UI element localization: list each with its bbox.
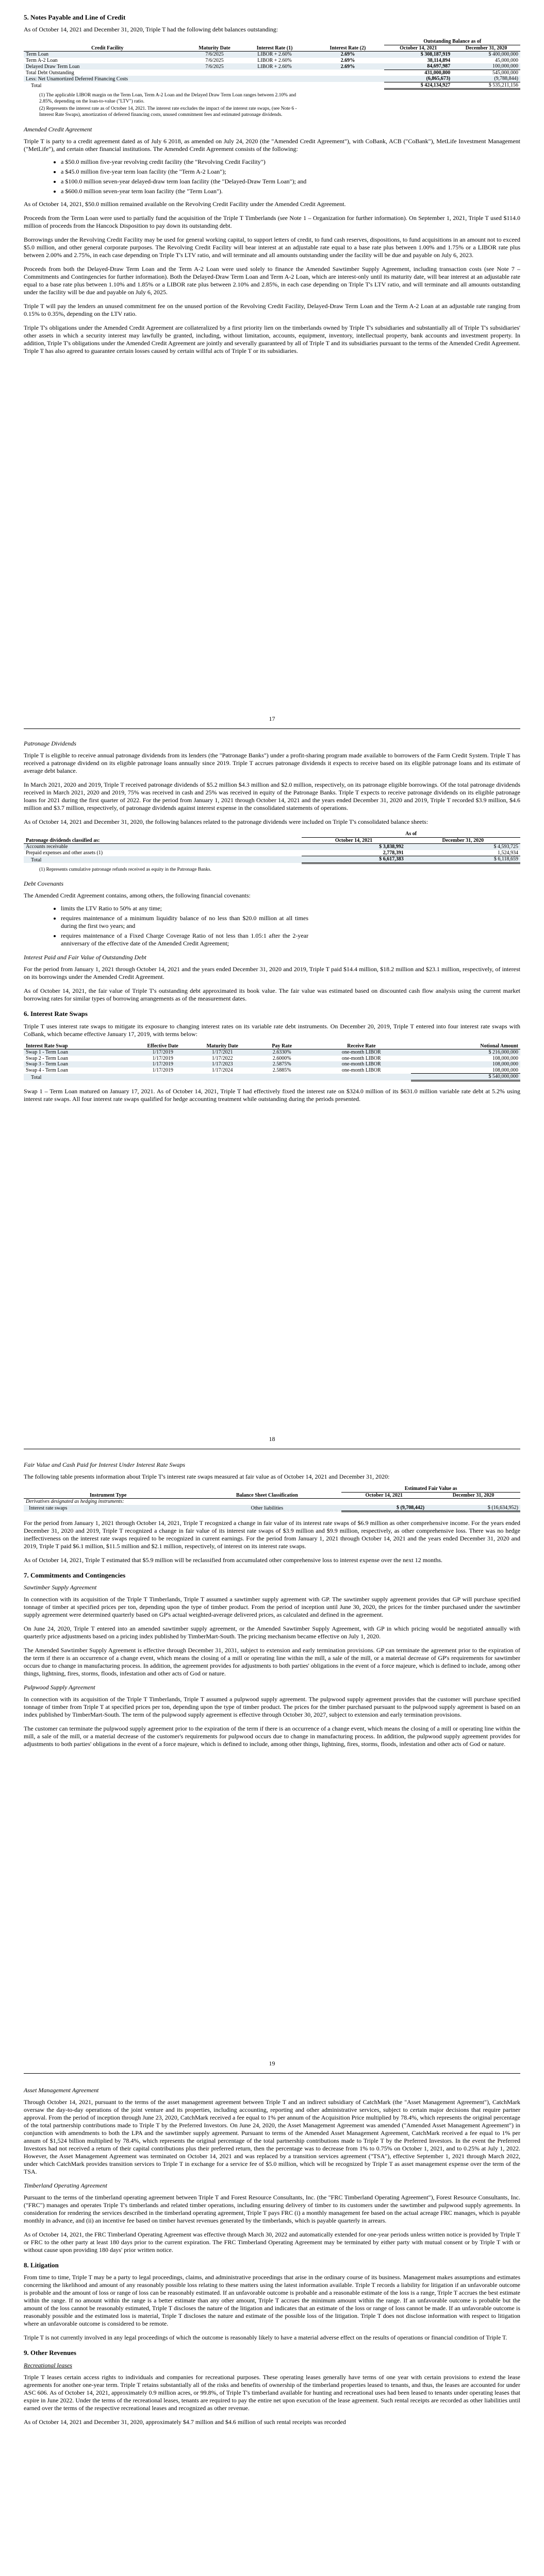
table-header: Credit Facility xyxy=(24,45,191,52)
paragraph: As of October 14, 2021 and December 31, 2020, the following balances related to the patronage dividends were included on Triple T's consolidated balance sheets: xyxy=(24,818,428,825)
asset-management-section xyxy=(24,2087,520,2426)
footnote: (1) The applicable LIBOR margin on the Term Loan, Term A-2 Loan and the Delayed Draw Term Loan ranges between 2.10% and 2.85%, depending on the loan-to-value ("LTV") ratio. xyxy=(39,93,296,105)
paragraph: From time to time, Triple T may be a party to legal proceedings, claims, and administrative proceedings that arise in the ordinary course of its business. Management makes assumptions and estimates concerning the likelihood and amount of any reasonably possible loss relating to these matters using the latest information available. Triple T records a liability for litigation if an unfavorable outcome is probable and the amount of loss or range of loss can be reasonably estimated. If an unfavorable outcome is probable and a reasonable estimate of the loss is a range, Triple T accrues the best estimate within the range. If no amount within the range is a better estimate than any other amount, Triple T accrues the minimum amount within the range. If an unfavorable outcome is probable but the amount of the loss cannot be reasonably estimated, Triple T discloses the nature of the litigation and indicates that an estimate of the loss or range of loss cannot be made. If an unfavorable outcome is reasonably possible and the estimated loss is material, Triple T discloses the nature and estimate of the possible loss of the litigation. Triple T does not disclose information with respect to litigation where an unfavorable outcome is considered to be remote. xyxy=(24,2274,520,2328)
table-header: December 31, 2020 xyxy=(406,837,520,844)
list-item: • a $100.0 million seven-year delayed-draw term loan facility (the "Delayed-Draw Term Loan"); and xyxy=(61,178,520,185)
table-header: October 14, 2021 xyxy=(384,45,452,52)
table-row: Swap 2 - Term Loan 1/17/2019 1/17/2022 2.6000% one-month LIBOR 108,000,000 xyxy=(26,1055,518,1061)
section-heading: 5. Notes Payable and Line of Credit xyxy=(24,13,126,21)
subheading: Amended Credit Agreement xyxy=(24,125,92,133)
table-group-header: Estimated Fair Value as xyxy=(341,1486,520,1492)
table-header: Instrument Type xyxy=(24,1492,192,1499)
table-header: Balance Sheet Classification xyxy=(192,1492,341,1499)
paragraph: Swap 1 – Term Loan matured on January 17, 2021. As of October 14, 2021, Triple T had effectively fixed the interest rate on $324.0 million of its $631.0 million variable rate debt at 5.2% using interest rate swaps. All four interest rate swaps qualified for hedge accounting treatment while outstanding during the periods presented. xyxy=(24,1087,520,1103)
page-divider xyxy=(24,728,520,729)
table-header: Maturity Date xyxy=(191,45,238,52)
table-header: Interest Rate (2) xyxy=(311,45,385,52)
page-number: 17 xyxy=(269,715,275,722)
footnote: (1) Represents cumulative patronage refunds received as equity in the Patronage Banks. xyxy=(39,867,211,872)
table-group-header: As of xyxy=(302,831,520,837)
section-heading: 7. Commitments and Contingencies xyxy=(24,1571,126,1579)
table-header: Maturity Date xyxy=(192,1043,252,1049)
paragraph: In connection with its acquisition of the Triple T Timberlands, Triple T assumed a sawtimber supply agreement with GP. The sawtimber supply agreement provides that GP will purchase specified tonnage of timber at specified prices per ton, depending upon the type of timber product. From the period of inception until June 30, 2020, the prices for the timber purchased under the sawtimber supply agreement were determined quarterly based on GP's actual weighted-average delivered prices, as calculated and defined in the agreement. xyxy=(24,1596,520,1619)
patronage-table xyxy=(24,831,520,864)
paragraph: Triple T is not currently involved in any legal proceedings of which the outcome is reasonably likely to have a material adverse effect on the results of operations or financial condition of Triple T. xyxy=(24,2334,507,2342)
table-group-header: Outstanding Balance as of xyxy=(384,39,520,45)
table-row: Total Debt Outstanding 431,000,800 545,000,000 xyxy=(26,70,518,76)
list-item: • requires maintenance of a Fixed Charge Coverage Ratio of not less than 1.05:1 after the 2-year anniversary of the effective date of the Amended Credit Agreement; xyxy=(61,932,308,947)
paragraph: Triple T is party to a credit agreement dated as of July 6 2018, as amended on July 24, 2020 (the "Amended Credit Agreement"), with CoBank, ACB ("CoBank"), MetLife Investment Management ("MetLife"), and certain other financial institutions. The Amended Credit Agreement consists of the following: xyxy=(24,137,520,152)
paragraph: On June 24, 2020, Triple T entered into an amended sawtimber supply agreement, or the Amended Sawtimber Supply Agreement, with GP in which pricing would be negotiated annually with quarterly price adjustments based on a pricing index published by TimberMart-South. The pricing mechanism became effective on July 1, 2020. xyxy=(24,1625,520,1640)
paragraph: Proceeds from both the Delayed-Draw Term Loan and the Term A-2 Loan were used solely to finance the Amended Sawtimber Supply Agreement, including transaction costs (see Note 7 – Commitments and Contingencies for further information). Both the Delayed-Draw Term Loan and Term A-2 Loan, which are interest-only until its maturity date, will bear interest at an adjustable rate equal to a base rate plus between 1.10% and 1.85% or a LIBOR rate plus between 2.10% and 2.85%, in each case depending on Triple T's LTV ratio, and will terminate and all amounts outstanding under the facility will be due and payable on July 6, 2025. xyxy=(24,265,520,296)
paragraph: As of October 14, 2021, the FRC Timberland Operating Agreement was effective through March 30, 2022 and automatically extended for one-year periods unless written notice is provided by Triple T or FRC to the other party at least 180 days prior to the current expiration. The FRC Timberland Operating Agreement may be terminated by either party with mutual consent or by Triple T with or without cause upon providing 180 days' prior written notice. xyxy=(24,2231,520,2253)
table-header: December 31, 2020 xyxy=(452,45,520,52)
table-header: Interest Rate Swap xyxy=(24,1043,133,1049)
subheading: Sawtimber Supply Agreement xyxy=(24,1584,97,1591)
paragraph: Borrowings under the Revolving Credit Facility may be used for general working capital, to support letters of credit, to fund cash reserves, dispositions, to fund acquisitions in an amount not to exceed $5.0 million, and other general corporate purposes. The Revolving Credit Facility will bear interest at an adjustable rate equal to a base rate plus between 1.00% and 1.75% or a LIBOR rate plus between 2.00% and 2.75%, in each case depending on Triple T's LTV ratio, and will terminate and all amounts outstanding under the facility will be due and payable on July 6, 2023. xyxy=(24,235,520,259)
paragraph: Through October 14, 2021, pursuant to the terms of the asset management agreement between Triple T and an indirect subsidiary of CatchMark (the "Asset Management Agreement"), CatchMark oversaw the day-to-day operations of the joint venture and its properties, including accounting, reporting and other administrative services, subject to certain major decisions that require partner approval. From the period of inception through June 23, 2020, CatchMark received a fee equal to 1% per annum of the Acquisition Price multiplied by 78.4%, which represents the original percentage of the total partnership contributions made to Triple T by the Preferred Investors. On June 24, 2020, the Asset Management Agreement was amended ("Amended Asset Management Agreement") in conjunction with amendments to both the LPA and the sawtimber supply agreement. Pursuant to terms of the Amended Asset Management Agreement, CatchMark received a fee equal to 1% per annum of $1,524 billion multiplied by 78.4%, which represents the original percentage of the total partnership contributions made to Triple T by the Preferred Investors. In the event the Preferred Investors had not received a return of their capital contributions plus their preferred return, then the percentage was to decrease from 1% to 0.75% on October 1, 2021, and to 0.25% at July 1, 2022. However, the Asset Management Agreement was terminated on October 14, 2021 and was replaced by a transition services agreement ("TSA"), effective September 1, 2021 through March 2022, under which CatchMark provides transition services to Triple T in exchange for a service fee of $5.0 million, which will be recognized by Triple T as asset management expense over the term of the TSA. xyxy=(24,2098,520,2175)
table-header: October 14, 2021 xyxy=(302,837,405,844)
paragraph: For the period from January 1, 2021 through October 14, 2021, Triple T recognized a change in fair value of its interest rate swaps of $6.9 million as other comprehensive income. For the years ended December 31, 2020 and 2019, Triple T recognized a change in fair value of its interest rate swaps of $3.9 million and $9.9 million, respectively, as other comprehensive loss. There was no hedge ineffectiveness on the interest rate swaps required to be recognized in current earnings. For the period from January 1, 2021 through October 14, 2021 and the years ended December 31, 2020 and 2019, Triple T paid $6.1 million, $11.5 million and $2.1 million, respectively, of interest on its interest rate swaps. xyxy=(24,1519,520,1550)
bullet-list xyxy=(24,158,520,195)
paragraph: As of October 14, 2021 and December 31, 2020, Triple T had the following debt balances outstanding: xyxy=(24,26,278,33)
table-header: Notional Amount xyxy=(411,1043,520,1049)
table-header: October 14, 2021 xyxy=(341,1492,426,1499)
paragraph: Triple T's obligations under the Amended Credit Agreement are collateralized by a first priority lien on the timberlands owned by Triple T's subsidiaries and substantially all of Triple T's subsidiaries' other assets in which a security interest may lawfully be granted, including, without limitation, accounts, equipment, inventory, intellectual property, bank accounts and investment property. In addition, Triple T's obligations under the Amended Credit Agreement are jointly and severally guaranteed by all of Triple T and its subsidiaries pursuant to the terms of the Amended Credit Agreement. Triple T has also agreed to guarantee certain losses caused by certain willful acts of Triple T or its subsidiaries. xyxy=(24,324,520,354)
section-heading: 9. Other Revenues xyxy=(24,2349,76,2357)
subheading: Asset Management Agreement xyxy=(24,2087,99,2094)
table-header: December 31, 2020 xyxy=(426,1492,520,1499)
page-divider xyxy=(24,2073,520,2074)
paragraph: Pursuant to the terms of the timberland operating agreement between Triple T and Forest Resource Consultants, Inc. (the "FRC Timberland Operating Agreement"), Forest Resource Consultants, Inc. ("FRC") manages and operates Triple T's timberlands and related timber operations, including ensuring delivery of timber to its customers under the sawtimber and pulpwood supply agreements. In consideration for rendering the services described in the timberland operating agreement, Triple T pays FRC (i) a monthly management fee based on the actual acreage FRC manages, which is payable monthly in advance, and (ii) an incentive fee based on timber harvest revenues generated by the timberlands, which is payable quarterly in arrears. xyxy=(24,2194,520,2224)
paragraph: The customer can terminate the pulpwood supply agreement prior to the expiration of the term if there is an occurrence of a change event, which means the closing of a mill or operating line within the mill, a sale of the mill, or a material decrease of the customer's requirements for pulpwood occurs due to change in manufacturing process. In addition, the pulpwood supply agreement provides for adjustments to both parties' obligations in the event of a force majeure, which is defined to include, among other things, lightning, fires, storms, floods, infestation and other acts of God or nature. xyxy=(24,1725,520,1748)
table-row: Delayed Draw Term Loan 7/6/2025 LIBOR + 2.60% 2.69% 84,697,987 100,000,000 xyxy=(24,63,520,70)
table-row: Interest rate swaps Other liabilities $ (9,708,442) $ (16,634,952) xyxy=(24,1505,520,1512)
patronage-section xyxy=(24,740,520,1103)
table-header: Interest Rate (1) xyxy=(238,45,311,52)
list-item: • a $45.0 million five-year term loan facility (the "Term A-2 Loan"); xyxy=(61,168,520,176)
table-row: Swap 1 - Term Loan 1/17/2019 1/17/2021 2.6330% one-month LIBOR $ 216,000,000 xyxy=(24,1049,520,1056)
paragraph: As of October 14, 2021, $50.0 million remained available on the Revolving Credit Facility under the Amended Credit Agreement. xyxy=(24,200,346,208)
table-row: Less: Net Unamortized Deferred Financing Costs (6,865,673) (9,788,844) xyxy=(24,76,520,82)
table-row: Swap 4 - Term Loan 1/17/2019 1/17/2024 2.5885% one-month LIBOR 108,000,000 xyxy=(24,1067,520,1074)
paragraph: Triple T will pay the lenders an unused commitment fee on the unused portion of the Revolving Credit Facility, Delayed-Draw Term Loan and the Term A-2 Loan at an adjustable rate ranging from 0.15% to 0.35%, depending on the LTV ratio. xyxy=(24,302,520,317)
table-row: Term A-2 Loan 7/6/2025 LIBOR + 2.60% 2.69% 38,114,894 45,000,000 xyxy=(26,57,518,63)
subheading: Recreational leases xyxy=(24,2361,72,2369)
paragraph: As of October 14, 2021, Triple T estimated that $5.9 million will be reclassified from accumulated other comprehensive loss to interest expense over the next 12 months. xyxy=(24,1556,443,1564)
paragraph: Proceeds from the Term Loan were used to partially fund the acquisition of the Triple T Timberlands (see Note 1 – Organization for further information). On September 1, 2021, Triple T used $114.0 million of proceeds from the Hancock Disposition to pay down its outstanding debt. xyxy=(24,214,520,229)
subheading: Interest Paid and Fair Value of Outstanding Debt xyxy=(24,954,146,961)
table-header: Receive Rate xyxy=(312,1043,411,1049)
subheading: Fair Value and Cash Paid for Interest Under Interest Rate Swaps xyxy=(24,1461,186,1468)
table-row: Term Loan 7/6/2025 LIBOR + 2.60% 2.69% $ 308,187,919 $ 400,000,000 xyxy=(24,52,520,58)
paragraph: In connection with its acquisition of the Triple T Timberlands, Triple T assumed a pulpwood supply agreement. The pulpwood supply agreement provides that the customer will purchase specified tonnage of timber from Triple T at specified prices per ton, depending upon the type of timber product. The prices for the timber purchased pursuant to the pulpwood supply agreement is based on an index published by TimberMart-South. The term of the pulpwood supply agreement is effective through October 30, 2027, subject to extension and early termination provisions. xyxy=(24,1696,520,1719)
paragraph: In March 2021, 2020 and 2019, Triple T received patronage dividends of $5.2 million $4.3 million and $2.0 million, respectively, on its patronage eligible borrowings. Of the total patronage dividends received in March 2021, 2020 and 2019, 75% was received in cash and 25% was received in equity of the Patronage Banks. Triple T expects to receive patronage dividends on its eligible patronage loans for 2021 during the first quarter of 2022. For the period from January 1, 2021 through October 14, 2021 and the years ended December 31, 2020 and 2019, Triple T recorded $3.9 million, $4.6 million and $3.7 million, respectively, of patronage dividends against interest expense in the consolidated statements of operations. xyxy=(24,781,520,811)
footnote: (2) Represents the interest rate as of October 14, 2021. The interest rate excludes the impact of the interest rate swaps, (see Note 6 - Interest Rate Swaps), amortization of deferred financing costs, unused commitment fees and estimated patronage dividends. xyxy=(39,106,297,117)
page-number: 19 xyxy=(269,2060,275,2067)
table-row: Total $ 424,134,927 $ 535,211,156 xyxy=(24,82,520,89)
paragraph: The Amended Sawtimber Supply Agreement is effective through December 31, 2031, subject to extension and early termination provisions. GP can terminate the agreement prior to the expiration of the term if there is an occurrence of a change event, which means the closing of a mill or operating line within the mill, a sale of the mill, or a material decrease of GP's requirements for sawtimber occurs due to change in manufacturing process. In addition, the agreement provides for adjustments to both parties' obligations in the event of a force majeure, which is defined to include, among other things, lightning, fires, storms, floods, infestation and other acts of God or nature. xyxy=(24,1647,520,1677)
subheading: Debt Covenants xyxy=(24,880,63,888)
section-heading: 8. Litigation xyxy=(24,2261,59,2269)
table-header: Effective Date xyxy=(133,1043,193,1049)
subheading: Pulpwood Supply Agreement xyxy=(24,1684,95,1691)
list-item: • a $50.0 million five-year revolving credit facility (the "Revolving Credit Facility") xyxy=(61,158,520,166)
list-item: • requires maintenance of a minimum liquidity balance of no less than $20.0 million at all times during the first two years; and xyxy=(61,914,308,930)
paragraph: Triple T uses interest rate swaps to mitigate its exposure to changing interest rates on its variable rate debt instruments. On December 20, 2019, Triple T entered into four interest rate swaps with CoBank, which became effective January 17, 2019, with terms below: xyxy=(24,1022,520,1038)
table-row: Swap 3 - Term Loan 1/17/2019 1/17/2023 2.5875% one-month LIBOR 108,000,000 xyxy=(24,1061,520,1067)
table-row: Total $ 6,617,383 $ 6,118,659 xyxy=(24,856,520,863)
subheading: Patronage Dividends xyxy=(24,740,76,747)
paragraph: The following table presents information about Triple T's interest rate swaps measured at fair value as of October 14, 2021 and December 31, 2020: xyxy=(24,1473,390,1480)
table-row: Accounts receivable $ 3,838,992 $ 4,593,725 xyxy=(24,844,520,850)
table-section-label: Derivatives designated as hedging instruments: xyxy=(26,1499,124,1504)
paragraph: As of October 14, 2021 and December 31, 2020, approximately $4.7 million and $4.6 million of such rental receipts was recorded xyxy=(24,2418,346,2426)
fair-value-table xyxy=(24,1486,520,1512)
debt-table xyxy=(24,39,520,90)
paragraph: For the period from January 1, 2021 through October 14, 2021 and the years ended December 31, 2020 and 2019, Triple T paid $14.4 million, $18.2 million and $23.1 million, respectively, of interest on its borrowings under the Amended Credit Agreement. xyxy=(24,965,520,981)
page-number: 18 xyxy=(269,1435,275,1443)
paragraph: As of October 14, 2021, the fair value of Triple T's outstanding debt approximated its book value. The fair value was estimated based on discounted cash flow analysis using the current market borrowing rates for similar types of borrowing arrangements as of the measurement dates. xyxy=(24,987,520,1003)
paragraph: Triple T is eligible to receive annual patronage dividends from its lenders (the "Patronage Banks") under a profit-sharing program made available to borrowers of the Farm Credit System. Triple T has received a patronage dividend on its eligible patronage loans annually since 2019. Triple T accrues patronage dividends it expects to receive based on its eligible patronage loans and its estimate of average debt balance. xyxy=(24,752,520,774)
list-item: • limits the LTV Ratio to 50% at any time; xyxy=(61,905,308,912)
section-heading: 6. Interest Rate Swaps xyxy=(24,1010,88,1018)
table-row: Prepaid expenses and other assets (1) 2,778,391 1,524,934 xyxy=(24,850,520,856)
list-item: • a $600.0 million seven-year term loan facility (the "Term Loan"). xyxy=(61,188,520,195)
section-5 xyxy=(24,13,520,355)
table-row: Total $ 540,000,000 xyxy=(24,1074,520,1081)
paragraph: Triple T leases certain access rights to individuals and companies for recreational purposes. These operating leases generally have terms of one year with certain provisions to extend the lease agreements for another one-year term. Triple T retains substantially all of the risks and benefits of ownership of the timberland properties leased to tenants, and thus, the leases are accounted for under ASC 606. As of October 14, 2021, approximately 0.9 million acres, or 99.8%, of Triple T's timberland available for hunting and recreational uses had been leased to tenants under operating leases that expire in June 2022. Under the terms of the recreational leases, tenants are required to pay the entire net upon execution of the lease agreement. Such rental receipts are recorded as other liabilities until earned over the terms of the respective recreational leases and recognized as other revenue. xyxy=(24,2373,520,2412)
bullet-list xyxy=(24,905,308,947)
swap-table xyxy=(24,1043,520,1081)
table-header: Patronage dividends classified as: xyxy=(24,837,302,844)
paragraph: The Amended Credit Agreement contains, among others, the following financial covenants: xyxy=(24,892,251,900)
swap-fair-value-section xyxy=(24,1461,520,1748)
table-header: Pay Rate xyxy=(252,1043,312,1049)
subheading: Timberland Operating Agreement xyxy=(24,2182,107,2189)
